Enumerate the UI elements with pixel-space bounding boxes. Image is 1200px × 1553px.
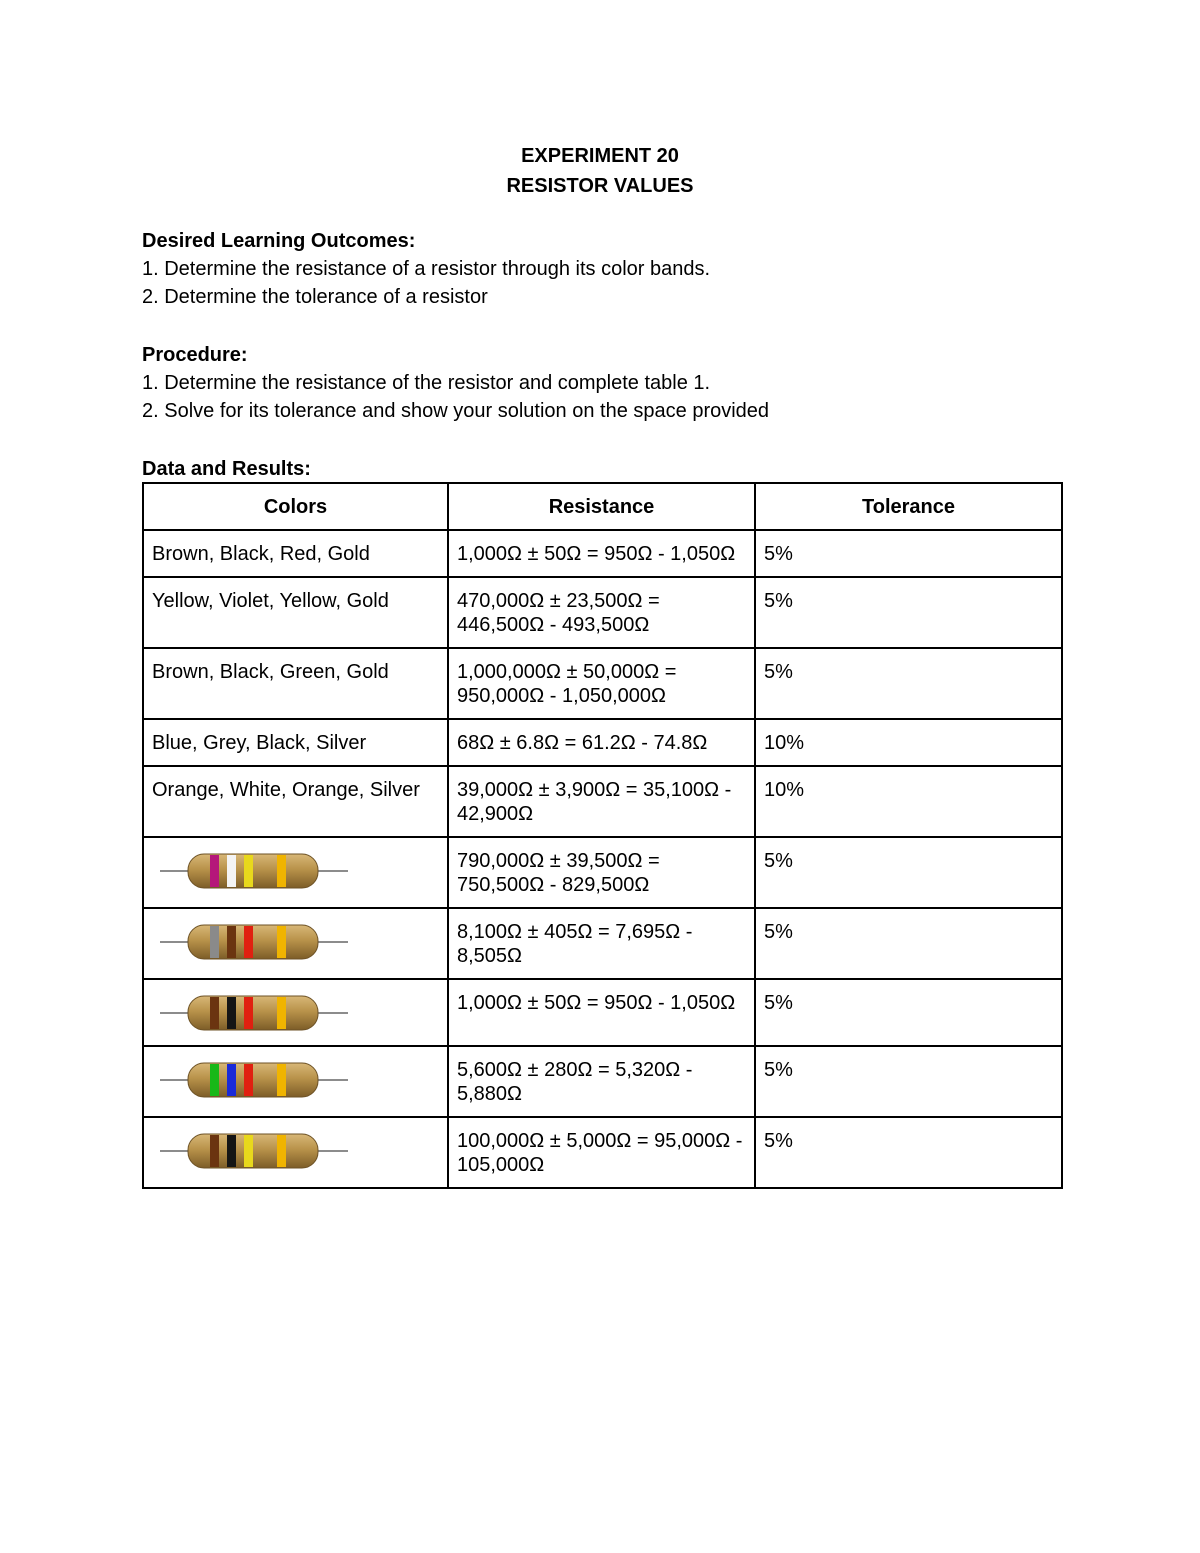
resistance-cell: 1,000,000Ω ± 50,000Ω = 950,000Ω - 1,050,000Ω — [448, 648, 755, 719]
resistor-image — [152, 991, 439, 1035]
resistance-cell: 39,000Ω ± 3,900Ω = 35,100Ω - 42,900Ω — [448, 766, 755, 837]
color-band — [244, 1135, 253, 1167]
color-band — [244, 1064, 253, 1096]
table-row — [143, 719, 1062, 766]
color-band — [210, 997, 219, 1029]
colors-cell: Yellow, Violet, Yellow, Gold — [143, 577, 448, 648]
table-row — [143, 1117, 1062, 1188]
results-heading: Data and Results: — [142, 458, 311, 480]
colors-cell: Brown, Black, Green, Gold — [143, 648, 448, 719]
table-row — [143, 908, 1062, 979]
color-band — [277, 926, 286, 958]
resistor-drawing — [152, 920, 352, 964]
tolerance-cell: 5% — [755, 648, 1062, 719]
tolerance-cell: 5% — [755, 837, 1062, 908]
procedure-heading: Procedure: — [142, 344, 248, 366]
resistance-cell: 470,000Ω ± 23,500Ω = 446,500Ω - 493,500Ω — [448, 577, 755, 648]
colors-cell: Orange, White, Orange, Silver — [143, 766, 448, 837]
column-header-resistance: Resistance — [448, 483, 755, 530]
resistor-drawing — [152, 1129, 352, 1173]
table-row — [143, 577, 1062, 648]
column-header-tolerance: Tolerance — [755, 483, 1062, 530]
color-band — [244, 855, 253, 887]
resistor-image — [152, 1058, 439, 1102]
title-block — [0, 141, 1200, 201]
color-band — [210, 1064, 219, 1096]
resistance-cell: 1,000Ω ± 50Ω = 950Ω - 1,050Ω — [448, 979, 755, 1046]
table-row — [143, 648, 1062, 719]
outcomes-heading: Desired Learning Outcomes: — [142, 230, 416, 252]
tolerance-cell: 5% — [755, 1046, 1062, 1117]
resistor-image-cell — [143, 979, 448, 1046]
color-band — [244, 926, 253, 958]
tolerance-cell: 10% — [755, 766, 1062, 837]
resistor-image — [152, 920, 439, 964]
color-band — [227, 997, 236, 1029]
resistor-drawing — [152, 849, 352, 893]
resistor-image-cell — [143, 1046, 448, 1117]
resistance-cell: 100,000Ω ± 5,000Ω = 95,000Ω - 105,000Ω — [448, 1117, 755, 1188]
color-band — [227, 1135, 236, 1167]
resistance-cell: 8,100Ω ± 405Ω = 7,695Ω - 8,505Ω — [448, 908, 755, 979]
table-row — [143, 766, 1062, 837]
color-band — [277, 855, 286, 887]
outcome-item: 2. Determine the tolerance of a resistor — [142, 286, 488, 308]
table-row — [143, 837, 1062, 908]
resistor-image-cell — [143, 908, 448, 979]
color-band — [277, 1135, 286, 1167]
color-band — [244, 997, 253, 1029]
resistance-cell: 5,600Ω ± 280Ω = 5,320Ω - 5,880Ω — [448, 1046, 755, 1117]
tolerance-cell: 5% — [755, 577, 1062, 648]
table-row — [143, 979, 1062, 1046]
colors-cell: Blue, Grey, Black, Silver — [143, 719, 448, 766]
color-band — [210, 926, 219, 958]
tolerance-cell: 5% — [755, 908, 1062, 979]
resistor-drawing — [152, 1058, 352, 1102]
tolerance-cell: 5% — [755, 1117, 1062, 1188]
resistance-cell: 1,000Ω ± 50Ω = 950Ω - 1,050Ω — [448, 530, 755, 577]
results-table — [142, 482, 1063, 1189]
color-band — [210, 1135, 219, 1167]
table-header-row — [143, 483, 1062, 530]
table-row — [143, 530, 1062, 577]
color-band — [277, 997, 286, 1029]
color-band — [227, 855, 236, 887]
experiment-subtitle: RESISTOR VALUES — [506, 175, 694, 197]
procedure-item: 2. Solve for its tolerance and show your solution on the space provided — [142, 400, 770, 422]
tolerance-cell: 5% — [755, 530, 1062, 577]
content-body — [142, 227, 1062, 483]
outcome-item: 1. Determine the resistance of a resistor through its color bands. — [142, 258, 711, 280]
color-band — [210, 855, 219, 887]
resistance-cell: 790,000Ω ± 39,500Ω = 750,500Ω - 829,500Ω — [448, 837, 755, 908]
experiment-title: EXPERIMENT 20 — [521, 145, 679, 167]
colors-cell: Brown, Black, Red, Gold — [143, 530, 448, 577]
procedure-item: 1. Determine the resistance of the resistor and complete table 1. — [142, 372, 711, 394]
column-header-colors: Colors — [143, 483, 448, 530]
color-band — [227, 1064, 236, 1096]
resistance-cell: 68Ω ± 6.8Ω = 61.2Ω - 74.8Ω — [448, 719, 755, 766]
color-band — [277, 1064, 286, 1096]
resistor-image-cell — [143, 837, 448, 908]
tolerance-cell: 10% — [755, 719, 1062, 766]
tolerance-cell: 5% — [755, 979, 1062, 1046]
resistor-image — [152, 1129, 439, 1173]
resistor-image — [152, 849, 439, 893]
color-band — [227, 926, 236, 958]
resistor-drawing — [152, 991, 352, 1035]
table-row — [143, 1046, 1062, 1117]
resistor-image-cell — [143, 1117, 448, 1188]
